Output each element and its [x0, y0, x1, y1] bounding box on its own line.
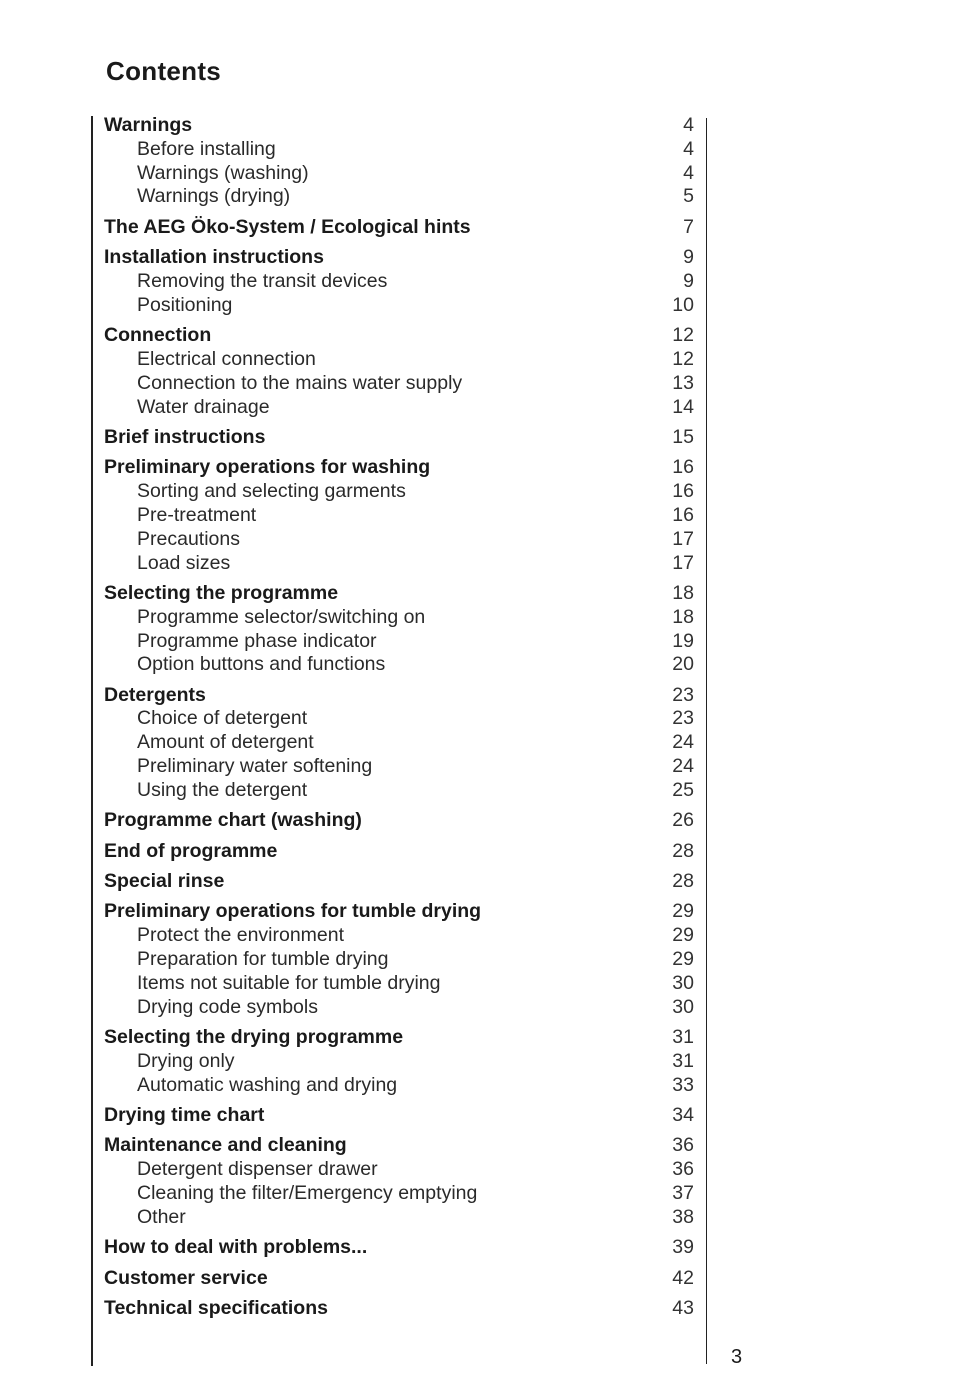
toc-heading-title: End of programme: [104, 839, 278, 862]
toc-subitem-title: Sorting and selecting garments: [137, 480, 406, 503]
toc-subitem: [104, 396, 694, 420]
toc-subitem: [104, 731, 694, 755]
toc-subitem-page: 17: [672, 551, 694, 574]
toc-heading-title: Preliminary operations for tumble drying: [104, 900, 482, 923]
toc-subitem-title: Water drainage: [137, 395, 270, 418]
toc-subitem-title: Warnings (drying): [137, 185, 291, 208]
toc-heading-page: 15: [672, 425, 694, 448]
toc-subitem-title: Connection to the mains water supply: [137, 371, 463, 394]
toc-subitem-page: 30: [672, 971, 694, 994]
toc-section: [104, 1134, 694, 1229]
toc-heading-page: 26: [672, 809, 694, 832]
toc-subitem-title: Removing the transit devices: [137, 269, 388, 292]
toc-subitem-page: 12: [672, 347, 694, 370]
toc-section: [104, 1026, 694, 1097]
toc-section: [104, 114, 694, 209]
toc-heading-page: 43: [672, 1296, 694, 1319]
toc-subitem: [104, 372, 694, 396]
page-title: Contents: [106, 56, 222, 86]
toc-section: [104, 216, 694, 240]
toc-subitem-page: 30: [672, 995, 694, 1018]
toc-subitem: [104, 972, 694, 996]
toc-subitem-title: Warnings (washing): [137, 161, 309, 184]
toc-subitem-page: 9: [683, 269, 694, 292]
toc-section: [104, 1236, 694, 1260]
toc-heading-title: Special rinse: [104, 870, 225, 893]
toc-section: [104, 1267, 694, 1291]
toc-subitem-page: 33: [672, 1073, 694, 1096]
table-of-contents: [104, 114, 694, 1327]
toc-subitem-title: Using the detergent: [137, 778, 308, 801]
toc-heading: [104, 582, 694, 606]
toc-section: [104, 456, 694, 575]
toc-subitem-page: 37: [672, 1181, 694, 1204]
toc-heading: [104, 246, 694, 270]
toc-subitem: [104, 996, 694, 1020]
toc-subitem-page: 31: [672, 1049, 694, 1072]
toc-subitem-title: Programme phase indicator: [137, 629, 377, 652]
toc-heading: [104, 1236, 694, 1260]
toc-section: [104, 840, 694, 864]
toc-section: [104, 900, 694, 1019]
toc-heading-page: 12: [672, 324, 694, 347]
toc-subitem: [104, 924, 694, 948]
toc-subitem: [104, 707, 694, 731]
toc-subitem-title: Amount of detergent: [137, 731, 314, 754]
toc-heading-title: Installation instructions: [104, 246, 324, 269]
toc-subitem-page: 25: [672, 778, 694, 801]
toc-subitem: [104, 1158, 694, 1182]
toc-heading-page: 31: [672, 1026, 694, 1049]
toc-heading-title: Warnings: [104, 114, 193, 136]
toc-heading-page: 18: [672, 581, 694, 604]
toc-heading-page: 4: [683, 114, 694, 136]
toc-subitem-title: Other: [137, 1205, 186, 1228]
toc-heading-page: 34: [672, 1104, 694, 1126]
toc-subitem: [104, 606, 694, 630]
toc-heading-title: Drying time chart: [104, 1104, 265, 1126]
toc-section: [104, 1297, 694, 1321]
toc-subitem-title: Option buttons and functions: [137, 653, 386, 676]
toc-subitem-title: Drying only: [137, 1049, 235, 1072]
toc-heading-page: 42: [672, 1266, 694, 1289]
toc-subitem-page: 18: [672, 605, 694, 628]
toc-subitem-title: Preliminary water softening: [137, 755, 373, 778]
toc-subitem-page: 29: [672, 924, 694, 947]
toc-heading-page: 7: [683, 215, 694, 238]
toc-heading: [104, 216, 694, 240]
toc-heading: [104, 809, 694, 833]
toc-subitem-title: Detergent dispenser drawer: [137, 1158, 378, 1181]
toc-subitem: [104, 504, 694, 528]
toc-subitem-page: 24: [672, 755, 694, 778]
toc-subitem-page: 20: [672, 653, 694, 676]
toc-subitem-page: 14: [672, 395, 694, 418]
toc-subitem-title: Electrical connection: [137, 347, 316, 370]
toc-subitem-page: 36: [672, 1158, 694, 1181]
toc-subitem-title: Items not suitable for tumble drying: [137, 971, 441, 994]
toc-subitem-page: 5: [683, 185, 694, 208]
toc-section: [104, 324, 694, 419]
toc-heading-page: 28: [672, 870, 694, 893]
toc-subitem: [104, 1182, 694, 1206]
toc-heading: [104, 456, 694, 480]
toc-section: [104, 870, 694, 894]
toc-heading-title: Connection: [104, 324, 212, 347]
toc-subitem-page: 13: [672, 371, 694, 394]
toc-subitem-title: Preparation for tumble drying: [137, 948, 389, 971]
toc-subitem: [104, 162, 694, 186]
toc-heading-title: Selecting the programme: [104, 581, 339, 604]
toc-subitem: [104, 1074, 694, 1098]
toc-subitem-page: 4: [683, 137, 694, 160]
toc-heading-title: Selecting the drying programme: [104, 1026, 404, 1049]
toc-subitem-title: Positioning: [137, 293, 233, 316]
toc-heading: [104, 684, 694, 708]
toc-heading-title: How to deal with problems...: [104, 1236, 368, 1259]
toc-heading-page: 16: [672, 456, 694, 479]
toc-heading: [104, 1104, 694, 1128]
toc-subitem-page: 10: [672, 293, 694, 316]
toc-heading: [104, 324, 694, 348]
toc-subitem-title: Precautions: [137, 527, 240, 550]
toc-heading-page: 9: [683, 246, 694, 269]
toc-heading: [104, 870, 694, 894]
toc-heading-page: 36: [672, 1134, 694, 1157]
toc-subitem-title: Cleaning the filter/Emergency emptying: [137, 1181, 478, 1204]
right-margin-rule: [706, 118, 707, 1364]
toc-heading-page: 29: [672, 900, 694, 923]
toc-subitem-title: Automatic washing and drying: [137, 1073, 398, 1096]
toc-heading-title: Preliminary operations for washing: [104, 456, 431, 479]
toc-subitem: [104, 630, 694, 654]
toc-heading: [104, 1026, 694, 1050]
toc-subitem: [104, 138, 694, 162]
toc-subitem-title: Choice of detergent: [137, 707, 308, 730]
toc-subitem: [104, 294, 694, 318]
toc-subitem-title: Drying code symbols: [137, 995, 318, 1018]
toc-subitem-page: 4: [683, 161, 694, 184]
toc-heading: [104, 1134, 694, 1158]
toc-section: [104, 1104, 694, 1128]
toc-section: [104, 582, 694, 677]
toc-heading: [104, 840, 694, 864]
toc-subitem: [104, 1206, 694, 1230]
toc-subitem: [104, 779, 694, 803]
toc-heading-page: 23: [672, 683, 694, 706]
toc-heading: [104, 1267, 694, 1291]
toc-subitem-page: 19: [672, 629, 694, 652]
toc-subitem: [104, 480, 694, 504]
toc-section: [104, 684, 694, 803]
toc-heading: [104, 900, 694, 924]
toc-heading: [104, 1297, 694, 1321]
toc-subitem-title: Pre-treatment: [137, 503, 257, 526]
toc-heading: [104, 114, 694, 138]
toc-heading-title: The AEG Öko-System / Ecological hints: [104, 215, 471, 238]
toc-heading-page: 39: [672, 1236, 694, 1259]
toc-subitem: [104, 755, 694, 779]
toc-section: [104, 246, 694, 317]
toc-subitem-page: 29: [672, 948, 694, 971]
toc-subitem-page: 23: [672, 707, 694, 730]
toc-heading-title: Brief instructions: [104, 425, 266, 448]
toc-heading-title: Customer service: [104, 1266, 268, 1289]
toc-heading-title: Programme chart (washing): [104, 809, 362, 832]
toc-heading-title: Maintenance and cleaning: [104, 1134, 347, 1157]
toc-section: [104, 426, 694, 450]
toc-heading-title: Detergents: [104, 683, 206, 706]
toc-subitem-page: 16: [672, 503, 694, 526]
toc-subitem: [104, 528, 694, 552]
toc-heading-title: Technical specifications: [104, 1296, 328, 1319]
toc-subitem-page: 38: [672, 1205, 694, 1228]
toc-subitem-title: Load sizes: [137, 551, 231, 574]
toc-subitem-page: 24: [672, 731, 694, 754]
toc-subitem-page: 16: [672, 480, 694, 503]
left-margin-rule: [91, 116, 93, 1366]
toc-subitem: [104, 1050, 694, 1074]
toc-subitem: [104, 348, 694, 372]
toc-section: [104, 809, 694, 833]
toc-subitem: [104, 948, 694, 972]
page-number: 3: [731, 1346, 743, 1368]
toc-subitem: [104, 552, 694, 576]
toc-heading-page: 28: [672, 839, 694, 862]
toc-subitem: [104, 270, 694, 294]
toc-subitem-page: 17: [672, 527, 694, 550]
toc-subitem-title: Programme selector/switching on: [137, 605, 426, 628]
toc-subitem-title: Protect the environment: [137, 924, 345, 947]
toc-subitem: [104, 653, 694, 677]
toc-subitem-title: Before installing: [137, 137, 276, 160]
toc-subitem: [104, 185, 694, 209]
toc-heading: [104, 426, 694, 450]
